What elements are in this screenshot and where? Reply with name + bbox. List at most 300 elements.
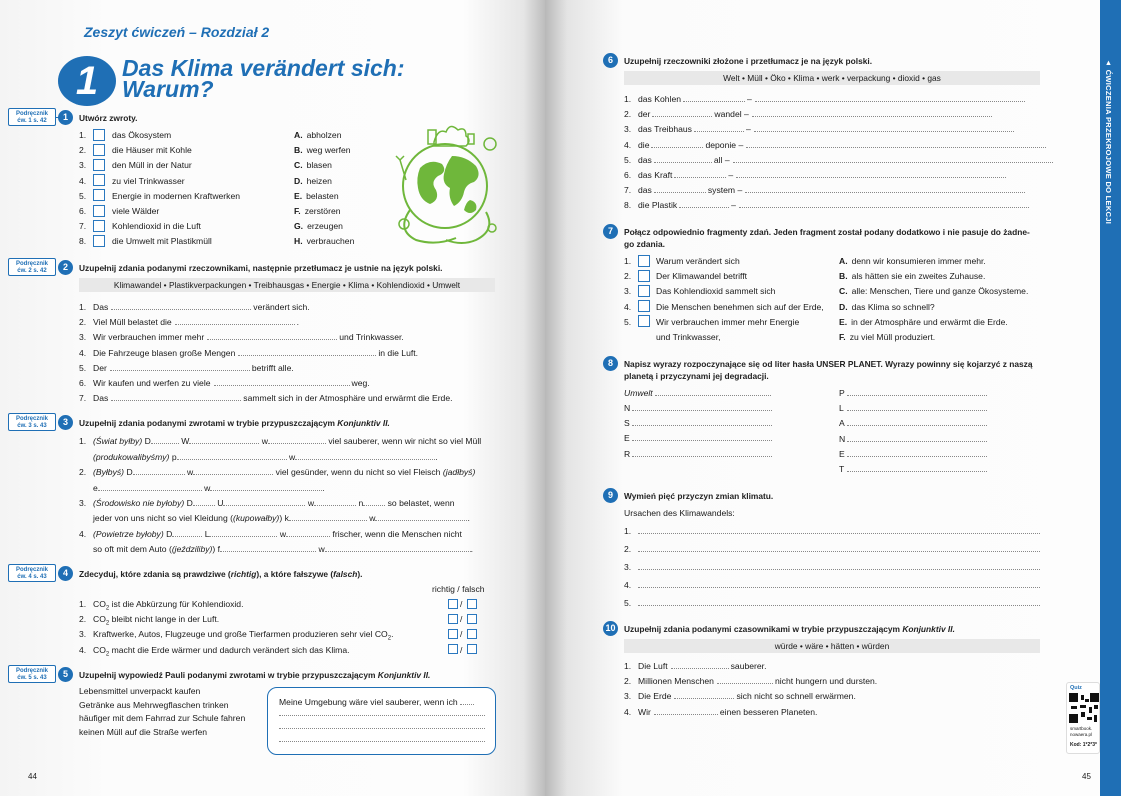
chapter-number-badge: 1: [58, 56, 116, 106]
sentence-fragment: das Klima so schnell?: [851, 301, 935, 312]
item-num: 5.: [79, 190, 87, 201]
blank[interactable]: [745, 185, 1025, 193]
blank[interactable]: [217, 544, 316, 554]
letter: w: [307, 498, 315, 508]
subscript: 2: [387, 636, 392, 643]
blank[interactable]: [632, 403, 772, 411]
page-number-right: 45: [1082, 772, 1091, 781]
item-num: 4.: [624, 301, 632, 312]
qr-code-icon[interactable]: [1069, 693, 1099, 723]
subscript: 2: [105, 651, 110, 658]
ex8-right-letter: [839, 464, 987, 474]
letter: w: [187, 467, 194, 477]
blank[interactable]: [638, 526, 1040, 534]
item-num: 4.: [79, 347, 87, 358]
ex9-answer-line: [624, 526, 1040, 536]
sentence-end: .: [296, 317, 300, 328]
ref-line1: Podręcznik: [15, 111, 48, 117]
item-num: 1.: [79, 302, 87, 312]
item-num: 3.: [79, 160, 87, 171]
slash: /: [460, 629, 463, 640]
blank[interactable]: [847, 464, 987, 472]
blank[interactable]: [638, 562, 1040, 570]
falsch-box[interactable]: [467, 614, 477, 624]
ex2-sentence: [79, 378, 370, 388]
blank[interactable]: [847, 418, 987, 426]
blank[interactable]: [638, 580, 1040, 588]
richtig-falsch-header: richtig / falsch: [432, 584, 485, 594]
ex1-left-item: [79, 236, 93, 246]
item-letter: E.: [839, 316, 848, 327]
answer-box[interactable]: [93, 174, 105, 186]
letter: n: [358, 498, 364, 508]
hint: (produkowalibyśmy): [93, 452, 170, 462]
item-num: 5.: [624, 598, 632, 608]
item-letter: C.: [839, 286, 848, 297]
blank[interactable]: [314, 498, 356, 506]
statement-text: ist die Abkürzung für Kohlendioxid.: [109, 599, 244, 609]
sentence-fragment: als hätten sie ein zweites Zuhause.: [851, 271, 986, 282]
ex3-line5: [79, 498, 455, 508]
answer-box[interactable]: [93, 189, 105, 201]
blank[interactable]: [286, 529, 330, 537]
blank[interactable]: [325, 544, 474, 554]
ex3-line8: so oft mit dem Auto ((jeździliby)) f w .: [93, 544, 474, 554]
ex8-left-letter: [624, 418, 772, 428]
blank[interactable]: [739, 200, 1029, 208]
sentence-start: Die Luft: [638, 661, 668, 671]
item-num: 4.: [79, 175, 87, 186]
blank[interactable]: [752, 109, 992, 117]
green-earth-icon: [390, 120, 510, 248]
blank[interactable]: [268, 436, 326, 444]
blank[interactable]: [238, 348, 376, 356]
blank[interactable]: [460, 697, 474, 705]
phrase-text: zu viel Trinkwasser: [112, 175, 185, 186]
blank[interactable]: [214, 378, 350, 386]
letter: E: [839, 448, 845, 459]
sentence-start: Wir: [638, 706, 651, 717]
falsch-box[interactable]: [467, 599, 477, 609]
blank[interactable]: [746, 140, 1046, 148]
blank[interactable]: [847, 403, 987, 411]
side-tab-label: [1104, 58, 1113, 224]
item-num: 2.: [79, 614, 87, 625]
item-num: 1.: [79, 436, 87, 446]
ex9-answer-line: [624, 580, 1040, 590]
item-num: 6.: [79, 206, 87, 216]
blank[interactable]: [694, 124, 744, 132]
ex1-right-item: [294, 206, 341, 216]
answer-box[interactable]: [93, 129, 105, 141]
item-num: 4.: [624, 706, 632, 717]
blank: [655, 388, 771, 396]
phrase-text: die Häuser mit Kohle: [112, 145, 192, 156]
sentence-fragment: Der Klimawandel betrifft: [656, 271, 748, 282]
sentence-end: nicht hungern und dursten.: [774, 676, 878, 687]
blank[interactable]: [632, 433, 772, 441]
sentence-end: einen besseren Planeten.: [719, 706, 818, 717]
phrase-text: das Ökosystem: [112, 130, 172, 140]
richtig-box[interactable]: [448, 614, 458, 624]
ex6-compound: [624, 124, 1014, 134]
item-num: 3.: [79, 629, 87, 640]
phrase-text: Energie in modernen Kraftwerken: [112, 190, 241, 201]
sentence-fragment: denn wir konsumieren immer mehr.: [851, 256, 986, 266]
blank[interactable]: [654, 155, 712, 163]
word-end: –: [731, 200, 736, 211]
blank[interactable]: [651, 140, 703, 148]
ex2-sentence: [79, 317, 299, 327]
blank[interactable]: [755, 94, 1025, 102]
answer-box[interactable]: [93, 235, 105, 247]
exercise-1-instruction: Utwórz zwroty.: [79, 113, 138, 123]
falsch-box[interactable]: [467, 629, 477, 639]
item-num: 3.: [624, 562, 632, 572]
item-letter: D.: [294, 175, 303, 186]
item-num: 7.: [79, 221, 87, 232]
item-letter: G.: [294, 221, 304, 232]
quiz-url-line: nowaera.pl: [1070, 732, 1093, 737]
ex3-line2: [93, 452, 438, 462]
answer-box[interactable]: [93, 144, 105, 156]
ex6-compound: [624, 185, 1025, 195]
item-letter: F.: [839, 332, 846, 342]
answer-line[interactable]: [279, 741, 485, 742]
answer-box[interactable]: [638, 255, 650, 267]
blank[interactable]: [654, 707, 718, 715]
ex10-sentence: [624, 707, 817, 717]
ex2-sentence: [79, 363, 294, 373]
letter: N: [839, 433, 846, 444]
blank[interactable]: [210, 483, 325, 493]
ex1-right-item: [294, 221, 343, 231]
page-number-left: 44: [28, 772, 37, 781]
answer-box[interactable]: [638, 285, 650, 297]
ex1-right-item: [294, 145, 351, 155]
verb-text: erzeugen: [307, 221, 343, 232]
letter: w: [279, 529, 287, 539]
blank[interactable]: [133, 467, 185, 475]
slash: /: [460, 599, 463, 609]
richtig-box[interactable]: [448, 629, 458, 639]
verb-text: heizen: [306, 175, 332, 186]
blank[interactable]: [652, 109, 712, 117]
t: falsch: [333, 569, 358, 579]
blank[interactable]: [736, 170, 1006, 178]
letter: p: [171, 452, 177, 462]
falsch-box[interactable]: [467, 644, 477, 654]
letter: U: [217, 498, 224, 508]
word-start: das: [638, 185, 652, 196]
word-start: das Kraft: [638, 170, 673, 180]
phrase: häufiger mit dem Fahrrad zur Schule fahren: [79, 713, 246, 723]
answer-box[interactable]: [638, 315, 650, 327]
ex9-answer-line: [624, 562, 1040, 572]
blank[interactable]: [295, 452, 438, 462]
ex8-right-letter: [839, 388, 987, 398]
statement-text: CO: [93, 599, 106, 609]
blank[interactable]: [111, 302, 251, 310]
ex7-right-item: [839, 256, 986, 266]
ex8-right-letter: [839, 403, 987, 413]
sentence-start: Die Fahrzeuge blasen große Mengen: [93, 347, 236, 358]
instruction-line: go zdania.: [624, 239, 665, 249]
answer-box[interactable]: [93, 220, 105, 232]
answer-box[interactable]: [638, 300, 650, 312]
exercise-8-instruction: [624, 358, 1033, 382]
ref-line2: ćw. 3 s. 43: [17, 423, 47, 429]
ex6-compound: [624, 109, 992, 119]
instruction-line: planetą i przyczynami jej degradacji.: [624, 371, 769, 381]
letter: P: [839, 388, 845, 398]
textbook-ref-3: [8, 413, 56, 431]
quiz-label: Quiz: [1070, 685, 1082, 691]
ex3-line1: [79, 436, 481, 446]
letter: w: [204, 483, 211, 493]
verb-text: verbrauchen: [306, 236, 355, 247]
sentence-text: so belastet, wenn: [387, 498, 455, 508]
answer-line[interactable]: [279, 715, 485, 716]
ex7-left-item: [624, 302, 638, 312]
hint: (Środowisko nie byłoby): [93, 498, 185, 508]
sentence-start: Wir verbrauchen immer mehr: [93, 332, 205, 343]
exercise-9-instruction: Wymień pięć przyczyn zmian klimatu.: [624, 491, 774, 501]
ex1-left-item: [79, 160, 93, 170]
t: Zdecyduj, które zdania są prawdziwe (: [79, 569, 231, 579]
ex4-statement: [79, 629, 393, 642]
hint: (jeździliby): [171, 544, 213, 554]
exercise-number-4: 4: [58, 566, 73, 581]
item-num: 3.: [79, 498, 87, 508]
exercise-number-5: 5: [58, 667, 73, 682]
ex6-compound: [624, 200, 1029, 210]
ex10-sentence: [624, 676, 877, 686]
blank[interactable]: [172, 529, 202, 537]
item-num: 5.: [624, 316, 632, 327]
instruction-text: Uzupełnij zdania podanymi czasownikami w trybie przypuszczającym: [624, 624, 900, 634]
blank[interactable]: [654, 185, 706, 193]
ex10-sentence: [624, 661, 766, 671]
blank[interactable]: [683, 94, 745, 102]
blank[interactable]: [289, 513, 367, 521]
item-num: 1.: [624, 94, 632, 104]
word-end: –: [728, 170, 734, 180]
ex2-sentence: [79, 348, 418, 358]
verb-text: zerstören: [304, 206, 341, 216]
right-page: [545, 0, 1100, 796]
item-letter: D.: [839, 301, 848, 312]
ex1-left-item: [79, 130, 93, 140]
hint: (Byłbyś): [93, 467, 125, 477]
blank[interactable]: [209, 529, 277, 537]
side-tab-arrow-icon: ▲: [1104, 58, 1113, 68]
phrase: Lebensmittel unverpackt kaufen: [79, 686, 201, 696]
letter: L: [204, 529, 210, 539]
letter: f: [217, 544, 221, 554]
blank[interactable]: [193, 498, 215, 506]
ex8-example: [624, 388, 771, 398]
sentence-text: viel sauberer, wenn wir nicht so viel Müll: [328, 436, 482, 446]
letter: A: [839, 418, 845, 429]
example-word: Umwelt: [624, 388, 653, 398]
blank[interactable]: [674, 170, 726, 178]
blank[interactable]: [193, 467, 273, 475]
exercise-number-2: 2: [58, 260, 73, 275]
answer-box[interactable]: [93, 159, 105, 171]
blank[interactable]: [151, 436, 179, 444]
sentence-end: sauberer.: [730, 661, 767, 671]
ex8-right-letter: [839, 434, 987, 444]
word-start: das: [638, 154, 652, 165]
textbook-ref-5: [8, 665, 56, 683]
sentence-start: Die Erde: [638, 691, 672, 702]
blank[interactable]: [638, 544, 1040, 552]
sentence-start: Der: [93, 362, 107, 373]
blank[interactable]: [674, 691, 734, 699]
blank[interactable]: [632, 418, 772, 426]
letter: N: [624, 403, 631, 413]
sentence-fragment: alle: Menschen, Tiere und ganze Ökosysteme.: [851, 286, 1029, 297]
ex1-left-item: [79, 221, 93, 231]
ex8-right-letter: [839, 449, 987, 459]
ex6-compound: [624, 140, 1046, 150]
sentence-start: Wir kaufen und werfen zu viele: [93, 378, 211, 388]
blank[interactable]: [847, 434, 987, 442]
ref-line2: ćw. 2 s. 42: [17, 268, 47, 274]
blank[interactable]: [733, 155, 1053, 163]
chapter-title-line1: Das Klima verändert sich:: [122, 55, 405, 81]
exercise-number-3: 3: [58, 415, 73, 430]
exercise-number-1: 1: [58, 110, 73, 125]
blank[interactable]: [717, 676, 773, 684]
sentence-fragment: Die Menschen benehmen sich auf der Erde,: [656, 301, 824, 312]
item-num: 4.: [624, 139, 632, 150]
blank[interactable]: [638, 598, 1040, 606]
phrase: keinen Müll auf die Straße werfen: [79, 726, 208, 737]
ex1-right-item: [294, 191, 339, 201]
blank[interactable]: [671, 661, 729, 669]
word-start: die Plastik: [638, 200, 678, 211]
instruction-line: Napisz wyrazy rozpoczynające się od liter hasła UNSER PLANET. Wyrazy powinny się kojarzyć z naszą: [624, 359, 1033, 369]
blank[interactable]: [177, 452, 287, 460]
item-num: 2.: [624, 271, 632, 282]
instruction-italic: Konjunktiv II.: [377, 670, 431, 680]
blank[interactable]: [754, 124, 1014, 132]
slash: /: [460, 644, 463, 655]
exercise-10-word-bank: würde • wäre • hätten • würden: [624, 639, 1040, 653]
instruction-italic: Konjunktiv II.: [902, 624, 955, 634]
statement-text: CO: [93, 614, 106, 625]
ex4-statement: [79, 614, 219, 627]
slash: /: [460, 614, 463, 625]
ex3-line4: [93, 483, 325, 493]
blank[interactable]: [111, 393, 241, 401]
word-start: der: [638, 109, 651, 120]
exercise-number-6: 6: [603, 53, 618, 68]
hint: (Świat byłby): [93, 436, 143, 446]
item-num: 2.: [79, 317, 87, 328]
item-num: 6.: [624, 170, 632, 180]
ex9-answer-line: [624, 544, 1040, 554]
blank[interactable]: [632, 449, 772, 457]
instruction-text: Uzupełnij zdania podanymi zwrotami w trybie przypuszczającym: [79, 418, 335, 428]
richtig-box[interactable]: [448, 644, 458, 654]
blank[interactable]: [223, 498, 305, 506]
blank[interactable]: [189, 436, 259, 444]
item-num: 3.: [79, 332, 87, 343]
item-num: 5.: [624, 154, 632, 165]
word-start: die: [638, 139, 650, 150]
ex1-right-item: [294, 160, 332, 170]
ref-line1: Podręcznik: [15, 567, 48, 573]
item-num: 3.: [624, 691, 632, 702]
item-num: 3.: [624, 286, 632, 297]
item-num: 5.: [79, 362, 87, 373]
ex7-right-item: [839, 286, 1028, 296]
ex3-line7: [79, 529, 462, 539]
sentence-fragment: Das Kohlendioxid sammelt sich: [656, 286, 776, 297]
ex9-answer-line: [624, 598, 1040, 608]
ref-line1: Podręcznik: [15, 261, 48, 267]
item-num: 4.: [79, 529, 87, 539]
answer-box[interactable]: [638, 270, 650, 282]
exercise-3-instruction: [79, 418, 390, 428]
period: .: [467, 513, 470, 523]
richtig-box[interactable]: [448, 599, 458, 609]
ex8-right-letter: [839, 418, 987, 428]
textbook-ref-4: [8, 564, 56, 582]
letter: w: [369, 513, 376, 523]
item-num: 7.: [624, 185, 632, 196]
item-letter: A.: [839, 256, 848, 266]
blank[interactable]: [375, 513, 470, 523]
phrase-text: viele Wälder: [112, 206, 160, 216]
blank[interactable]: [363, 498, 385, 506]
ex1-left-item: [79, 191, 93, 201]
ex2-sentence: [79, 332, 404, 342]
instruction-italic: Konjunktiv II.: [337, 418, 390, 428]
word-end: system –: [707, 185, 743, 196]
ex4-statement: [79, 645, 350, 658]
letter: D: [126, 467, 133, 477]
ex1-left-item: [79, 206, 93, 216]
word-end: all –: [713, 154, 730, 165]
blank[interactable]: [207, 332, 337, 340]
blank[interactable]: [847, 388, 987, 396]
item-letter: E.: [294, 190, 303, 201]
letter: L: [839, 403, 844, 414]
hint: (jadłbyś): [442, 467, 476, 477]
ref-line1: Podręcznik: [15, 668, 48, 674]
blank[interactable]: [110, 363, 250, 371]
answer-line[interactable]: [279, 728, 485, 729]
t: ), a które fałszywe (: [256, 569, 334, 579]
word-start: das Treibhaus: [638, 124, 692, 135]
answer-box[interactable]: [93, 205, 105, 217]
word-end: –: [747, 94, 752, 104]
blank[interactable]: [98, 483, 202, 491]
item-num: 2.: [624, 109, 632, 120]
blank[interactable]: [847, 449, 987, 457]
item-letter: H.: [294, 236, 303, 247]
item-letter: A.: [294, 130, 303, 140]
verb-text: belasten: [306, 190, 339, 201]
blank[interactable]: [679, 200, 729, 208]
blank[interactable]: [175, 317, 295, 325]
exercise-5-phrases: [79, 685, 245, 739]
ex10-sentence: [624, 691, 856, 701]
